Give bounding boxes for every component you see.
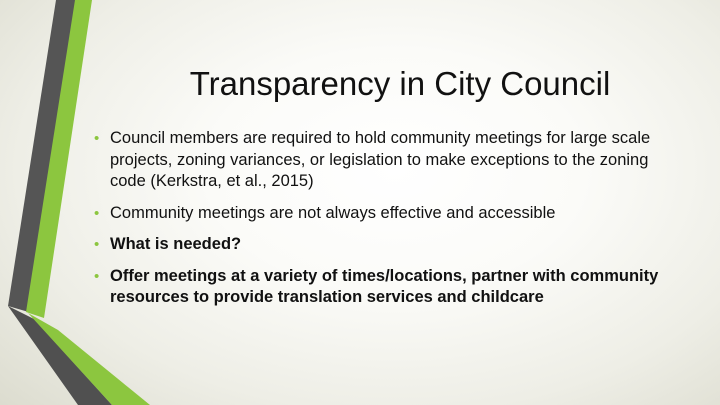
bullet-dot-icon: • — [94, 130, 100, 147]
bullet-dot-icon: • — [94, 236, 100, 253]
bullet-item-effectiveness — [94, 203, 684, 225]
bullet-text: Offer meetings at a variety of times/locations, partner with community resources to provide translation services and childcare — [110, 266, 659, 306]
bullet-item-requirements — [94, 128, 684, 193]
bullet-item-what-needed — [94, 234, 684, 256]
bullet-list — [94, 128, 684, 319]
bullet-text: Community meetings are not always effective and accessible — [110, 203, 556, 222]
bullet-text: Council members are required to hold community meetings for large scale projects, zoning variances, or legislation to make exceptions to the zoning code (Kerkstra, et al., 2015) — [110, 129, 651, 190]
bullet-text: What is needed? — [110, 235, 242, 253]
dark-stripe-lower — [8, 306, 112, 405]
bullet-dot-icon: • — [94, 204, 100, 222]
slide-title: Transparency in City Council — [189, 65, 611, 102]
bullet-item-recommendation — [94, 266, 684, 309]
bullet-dot-icon: • — [94, 267, 100, 285]
